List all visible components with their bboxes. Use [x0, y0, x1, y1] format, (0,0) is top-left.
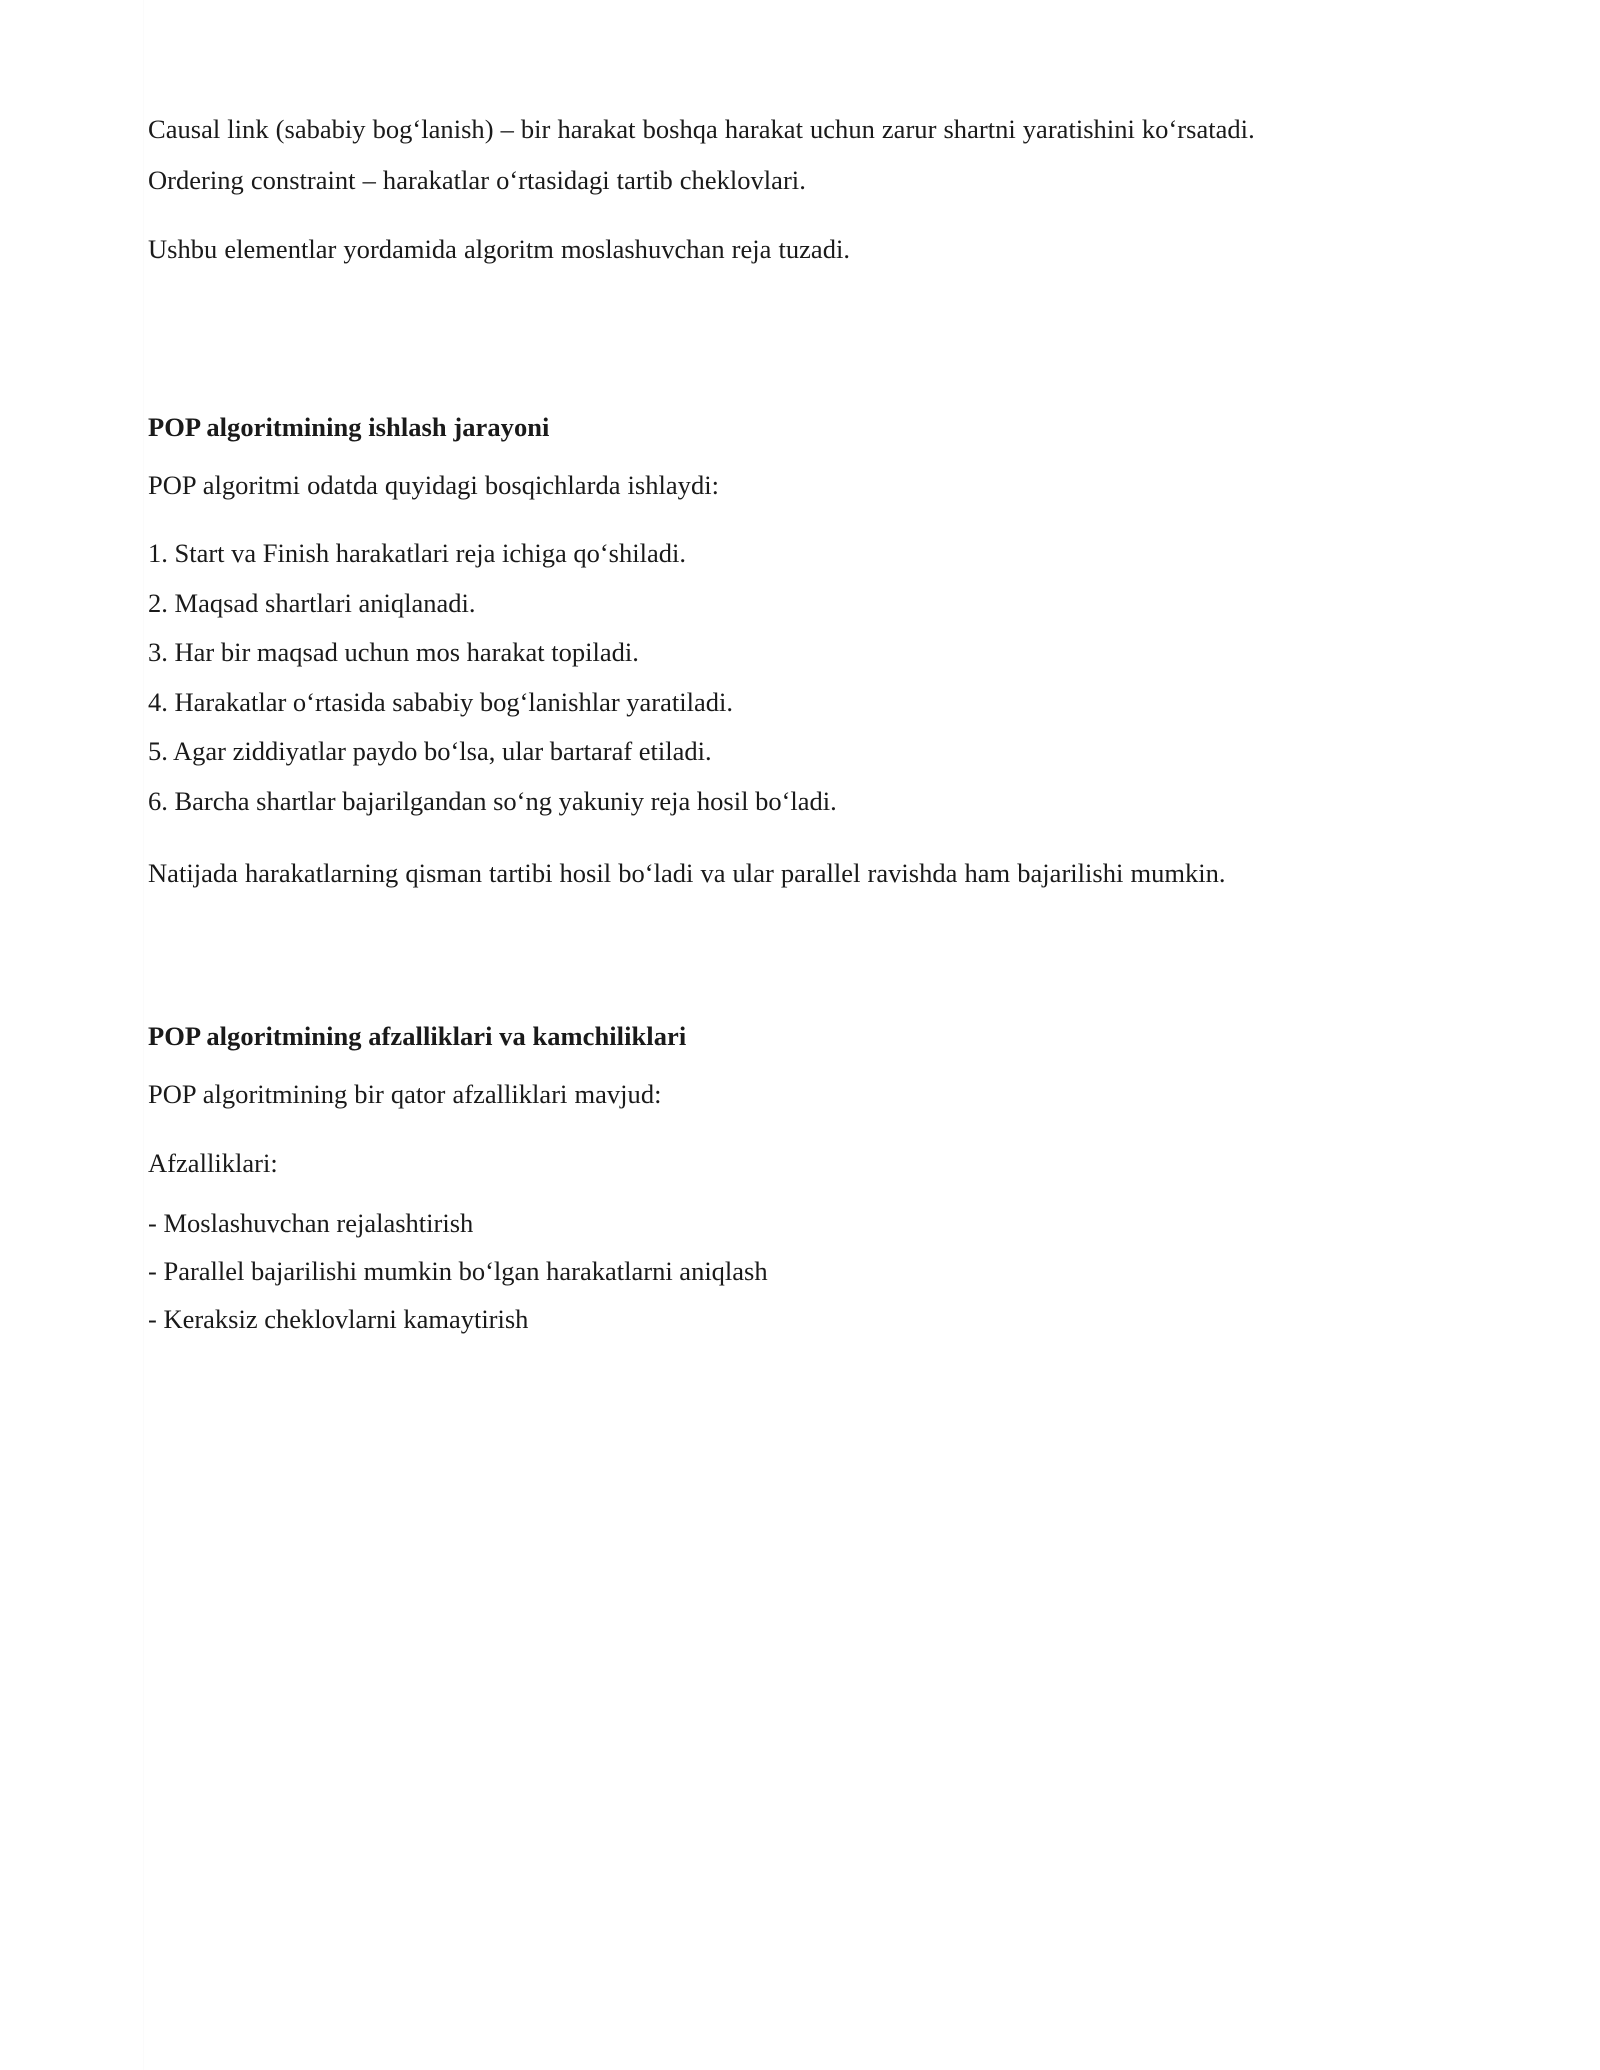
- advantages-list: [148, 1199, 1348, 1343]
- spacer: [148, 275, 1348, 405]
- spacer: [148, 511, 1348, 529]
- spacer: [148, 1120, 1348, 1138]
- list-item: - Keraksiz cheklovlarni kamaytirish: [148, 1304, 529, 1334]
- spacer: [148, 826, 1348, 848]
- spacer: [148, 1059, 1348, 1069]
- page-gutter-edge: [143, 0, 144, 2070]
- spacer: [148, 206, 1348, 224]
- heading-pop-pros-cons: POP algoritmining afzalliklari va kamchiliklari: [148, 1021, 687, 1051]
- list-item: 6. Barcha shartlar bajarilgandan soʻng yakuniy reja hosil boʻladi.: [148, 785, 837, 816]
- label-advantages: Afzalliklari:: [148, 1148, 278, 1178]
- paragraph-ordering-constraint: Ordering constraint – harakatlar oʻrtasidagi tartib cheklovlari.: [148, 165, 806, 195]
- list-item: - Moslashuvchan rejalashtirish: [148, 1208, 474, 1238]
- spacer: [148, 899, 1348, 1014]
- paragraph-process-conclusion: Natijada harakatlarning qisman tartibi hosil boʻladi va ular parallel ravishda ham bajarilishi mumkin.: [148, 858, 1226, 888]
- paragraph-process-lead: POP algoritmi odatda quyidagi bosqichlarda ishlaydi:: [148, 470, 719, 500]
- spacer: [148, 450, 1348, 460]
- heading-pop-process: POP algoritmining ishlash jarayoni: [148, 412, 550, 442]
- list-item: 2. Maqsad shartlari aniqlanadi.: [148, 587, 476, 618]
- list-item: 3. Har bir maqsad uchun mos harakat topiladi.: [148, 637, 639, 667]
- list-item: 5. Agar ziddiyatlar paydo boʻlsa, ular bartaraf etiladi.: [148, 736, 712, 766]
- document-body: [148, 104, 1348, 1343]
- paragraph-causal-link: Causal link (sababiy bogʻlanish) – bir harakat boshqa harakat uchun zarur shartni yaratishini koʻrsatadi.: [148, 114, 1255, 144]
- list-item: 4. Harakatlar oʻrtasida sababiy bogʻlanishlar yaratiladi.: [148, 686, 733, 717]
- paragraph-pros-cons-lead: POP algoritmining bir qator afzalliklari mavjud:: [148, 1079, 662, 1109]
- spacer: [148, 1189, 1348, 1199]
- list-item: 1. Start va Finish harakatlari reja ichiga qoʻshiladi.: [148, 538, 686, 568]
- list-item: - Parallel bajarilishi mumkin boʻlgan harakatlarni aniqlash: [148, 1256, 768, 1286]
- paragraph-intro-summary: Ushbu elementlar yordamida algoritm moslashuvchan reja tuzadi.: [148, 234, 850, 264]
- numbered-step-list: [148, 529, 1348, 826]
